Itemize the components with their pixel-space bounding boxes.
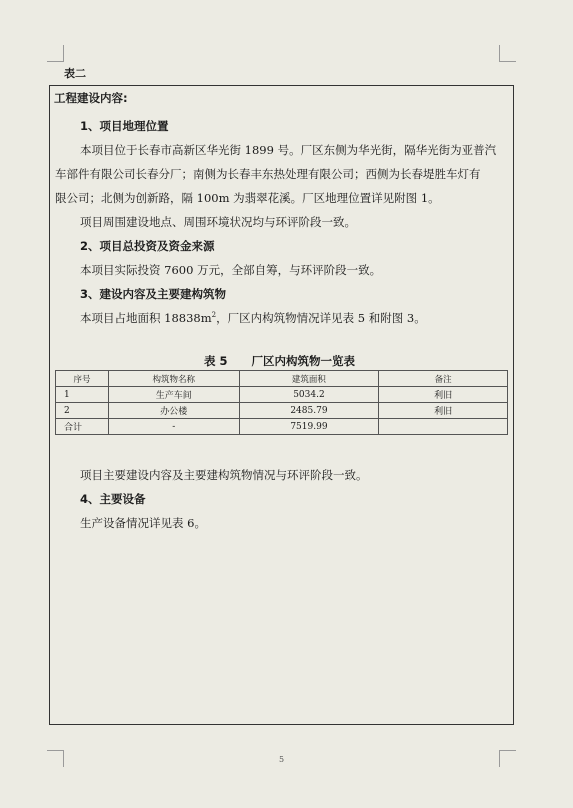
table-cell: 2	[56, 403, 109, 419]
section2-para: 本项目实际投资 7600 万元，全部自筹，与环评阶段一致。	[80, 263, 382, 277]
table-cell: 2485.79	[239, 403, 379, 419]
table-header-cell: 构筑物名称	[108, 371, 239, 387]
table-row	[56, 419, 508, 435]
table-cell: 利旧	[379, 387, 508, 403]
table-cell: 合计	[56, 419, 109, 435]
table-cell: 7519.99	[239, 419, 379, 435]
crop-mark-bottom-right	[499, 750, 516, 767]
table-header-cell: 备注	[379, 371, 508, 387]
section1-para2: 项目周围建设地点、周围环境状况均与环评阶段一致。	[80, 215, 356, 229]
section-heading: 工程建设内容:	[54, 91, 128, 105]
section3-para-before: 本项目占地面积 18838m	[80, 311, 212, 325]
table-row	[56, 403, 508, 419]
section1-para-line2: 车部件有限公司长春分厂；南侧为长春丰东热处理有限公司；西侧为长春堤胜车灯有	[55, 167, 481, 181]
crop-mark-top-left	[47, 45, 64, 62]
crop-mark-top-right	[499, 45, 516, 62]
table-cell	[379, 419, 508, 435]
table-cell: -	[108, 419, 239, 435]
table-header-cell: 建筑面积	[239, 371, 379, 387]
section3-para-after: ，厂区内构筑物情况详见表 5 和附图 3。	[216, 311, 426, 325]
page-number: 5	[279, 755, 285, 764]
section1-para-line1: 本项目位于长春市高新区华光街 1899 号。厂区东侧为华光街，隔华光街为亚普汽	[80, 143, 497, 157]
crop-mark-bottom-left	[47, 750, 64, 767]
superscript-2: 2	[211, 311, 217, 320]
table5	[55, 370, 508, 435]
table-row	[56, 387, 508, 403]
table-cell: 办公楼	[108, 403, 239, 419]
table-cell: 生产车间	[108, 387, 239, 403]
form-label: 表二	[64, 67, 86, 80]
section1-title: 1、项目地理位置	[80, 119, 169, 133]
table-header-row	[56, 371, 508, 387]
table5-caption: 表 5 厂区内构筑物一览表	[204, 354, 356, 368]
section1-para-line3: 限公司；北侧为创新路，隔 100m 为翡翠花溪。厂区地理位置详见附图 1。	[55, 191, 440, 205]
table-cell: 5034.2	[239, 387, 379, 403]
para-after-table: 项目主要建设内容及主要建构筑物情况与环评阶段一致。	[80, 468, 368, 482]
table-header-cell: 序号	[56, 371, 109, 387]
table-cell: 利旧	[379, 403, 508, 419]
section2-title: 2、项目总投资及资金来源	[80, 239, 215, 253]
section4-para: 生产设备情况详见表 6。	[80, 516, 206, 530]
section3-para	[80, 310, 426, 326]
section4-title: 4、主要设备	[80, 492, 146, 506]
section3-title: 3、建设内容及主要建构筑物	[80, 287, 227, 301]
table-cell: 1	[56, 387, 109, 403]
